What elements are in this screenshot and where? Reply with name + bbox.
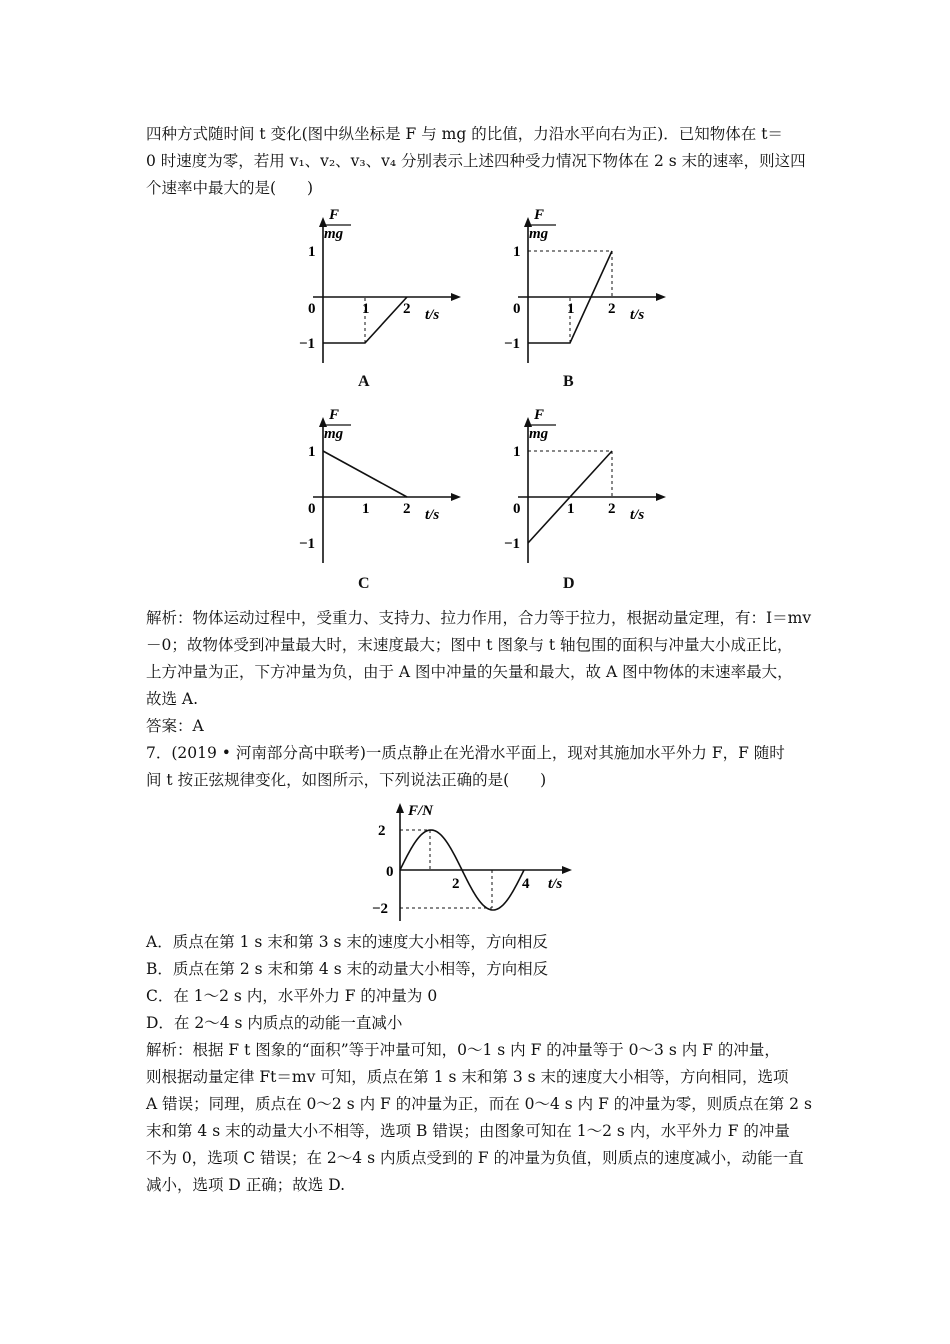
graph-b-x-arrow [656, 293, 666, 301]
sine-tick-x4: 4 [522, 876, 530, 892]
graph-d-y-label-den: mg [529, 426, 549, 442]
option-a: A．质点在第 1 s 末和第 3 s 末的速度大小相等，方向相反 [146, 933, 548, 951]
intro-line-2: 0 时速度为零，若用 v₁、v₂、v₃、v₄ 分别表示上述四种受力情况下物体在 2 s 末的速率，则这四 [146, 152, 806, 170]
sine-graph-svg [350, 795, 590, 925]
graph-b-x-label: t/s [630, 307, 645, 323]
graph-a-origin: 0 [308, 301, 316, 317]
graph-b-y-label-num: F [534, 207, 545, 223]
graph-d-svg [490, 405, 680, 565]
graph-a-label: A [358, 373, 370, 390]
sine-tick-2: 2 [378, 823, 386, 839]
graph-c-tick-pos1: 1 [308, 444, 316, 460]
graph-d-tick-neg1: −1 [504, 536, 521, 552]
q7-line-1: 7．(2019 • 河南部分高中联考)一质点静止在光滑水平面上，现对其施加水平外力 F，F 随时 [146, 744, 785, 762]
graph-d-tick-t2: 2 [608, 501, 616, 517]
analysis6-line-3: 上方冲量为正，下方冲量为负，由于 A 图中冲量的矢量和最大，故 A 图中物体的末速率最大， [146, 663, 793, 681]
intro-line-1: 四种方式随时间 t 变化(图中纵坐标是 F 与 mg 的比值，力沿水平向右为正)．已知物体在 t＝ [146, 125, 783, 143]
graph-b-tick-neg1: −1 [504, 336, 521, 352]
graph-b-origin: 0 [513, 301, 521, 317]
q7-line-2: 间 t 按正弦规律变化，如图所示，下列说法正确的是( ) [146, 771, 547, 789]
graph-b-tick-t1: 1 [567, 301, 575, 317]
graph-a [285, 205, 475, 390]
analysis7-line-2: 则根据动量定律 Ft＝mv 可知，质点在第 1 s 末和第 3 s 末的速度大小相等，方向相同，选项 [146, 1068, 789, 1086]
sine-tick-neg2: −2 [372, 901, 389, 917]
analysis6-line-1: 解析：物体运动过程中，受重力、支持力、拉力作用，合力等于拉力，根据动量定理，有：I＝mv [146, 609, 812, 627]
graph-d-origin: 0 [513, 501, 521, 517]
graph-a-x-label: t/s [425, 307, 440, 323]
sine-tick-x2: 2 [452, 876, 460, 892]
graph-c-origin: 0 [308, 501, 316, 517]
sine-x-arrow [562, 866, 572, 874]
graph-c-y-label-den: mg [324, 426, 344, 442]
graph-b [490, 205, 680, 390]
graph-a-tick-t2: 2 [403, 301, 411, 317]
graph-b-tick-pos1: 1 [513, 244, 521, 260]
graph-b-svg [490, 205, 680, 365]
analysis6-line-2: －0；故物体受到冲量最大时，末速度最大；图中 t 图象与 t 轴包围的面积与冲量大小成正比， [146, 636, 793, 654]
graph-c-tick-t1: 1 [362, 501, 370, 517]
sine-y-axis-label: F/N [408, 803, 434, 819]
graph-a-x-arrow [451, 293, 461, 301]
graph-b-label: B [563, 373, 574, 390]
sine-y-arrow [396, 803, 404, 813]
graph-d-label: D [563, 575, 575, 592]
graph-c-x-label: t/s [425, 507, 440, 523]
graph-a-svg [285, 205, 475, 365]
graph-c [285, 405, 475, 592]
graph-c-tick-neg1: −1 [299, 536, 316, 552]
option-d: D．在 2～4 s 内质点的动能一直减小 [146, 1014, 403, 1032]
graph-a-tick-t1: 1 [362, 301, 370, 317]
analysis6-line-4: 故选 A. [146, 690, 199, 708]
graph-c-svg [285, 405, 475, 565]
analysis7-line-1: 解析：根据 F t 图象的“面积”等于冲量可知，0～1 s 内 F 的冲量等于 0～3 s 内 F 的冲量， [146, 1041, 780, 1059]
sine-origin: 0 [386, 864, 394, 880]
graph-d-x-label: t/s [630, 507, 645, 523]
sine-graph [350, 795, 590, 925]
analysis7-line-6: 减小，选项 D 正确；故选 D. [146, 1176, 346, 1194]
graph-b-y-label-den: mg [529, 226, 549, 242]
graph-d-tick-pos1: 1 [513, 444, 521, 460]
graph-d-tick-t1: 1 [567, 501, 575, 517]
analysis7-line-5: 不为 0，选项 C 错误；在 2～4 s 内质点受到的 F 的冲量为负值，则质点的速度减小，动能一直 [146, 1149, 804, 1167]
graph-a-tick-pos1: 1 [308, 244, 316, 260]
graph-d [490, 405, 680, 592]
option-b: B．质点在第 2 s 末和第 4 s 末的动量大小相等，方向相反 [146, 960, 549, 978]
option-c: C．在 1～2 s 内，水平外力 F 的冲量为 0 [146, 987, 438, 1005]
graph-c-curve [323, 451, 407, 497]
graph-d-y-label-num: F [534, 407, 545, 423]
graph-a-tick-neg1: −1 [299, 336, 316, 352]
graph-c-label: C [358, 575, 370, 592]
graph-a-y-label-den: mg [324, 226, 344, 242]
analysis7-line-4: 末和第 4 s 末的动量大小不相等，选项 B 错误；由图象可知在 1～2 s 内，水平外力 F 的冲量 [146, 1122, 790, 1140]
analysis7-line-3: A 错误；同理，质点在 0～2 s 内 F 的冲量为正，而在 0～4 s 内 F 的冲量为零，则质点在第 2 s [146, 1095, 812, 1113]
graph-b-tick-t2: 2 [608, 301, 616, 317]
graph-c-y-label-num: F [329, 407, 340, 423]
graph-c-tick-t2: 2 [403, 501, 411, 517]
graph-a-y-label-num: F [329, 207, 340, 223]
answer6: 答案：A [146, 717, 204, 735]
graph-d-x-arrow [656, 493, 666, 501]
intro-line-3: 个速率中最大的是( ) [146, 179, 314, 197]
graph-c-x-arrow [451, 493, 461, 501]
sine-x-axis-label: t/s [548, 876, 563, 892]
